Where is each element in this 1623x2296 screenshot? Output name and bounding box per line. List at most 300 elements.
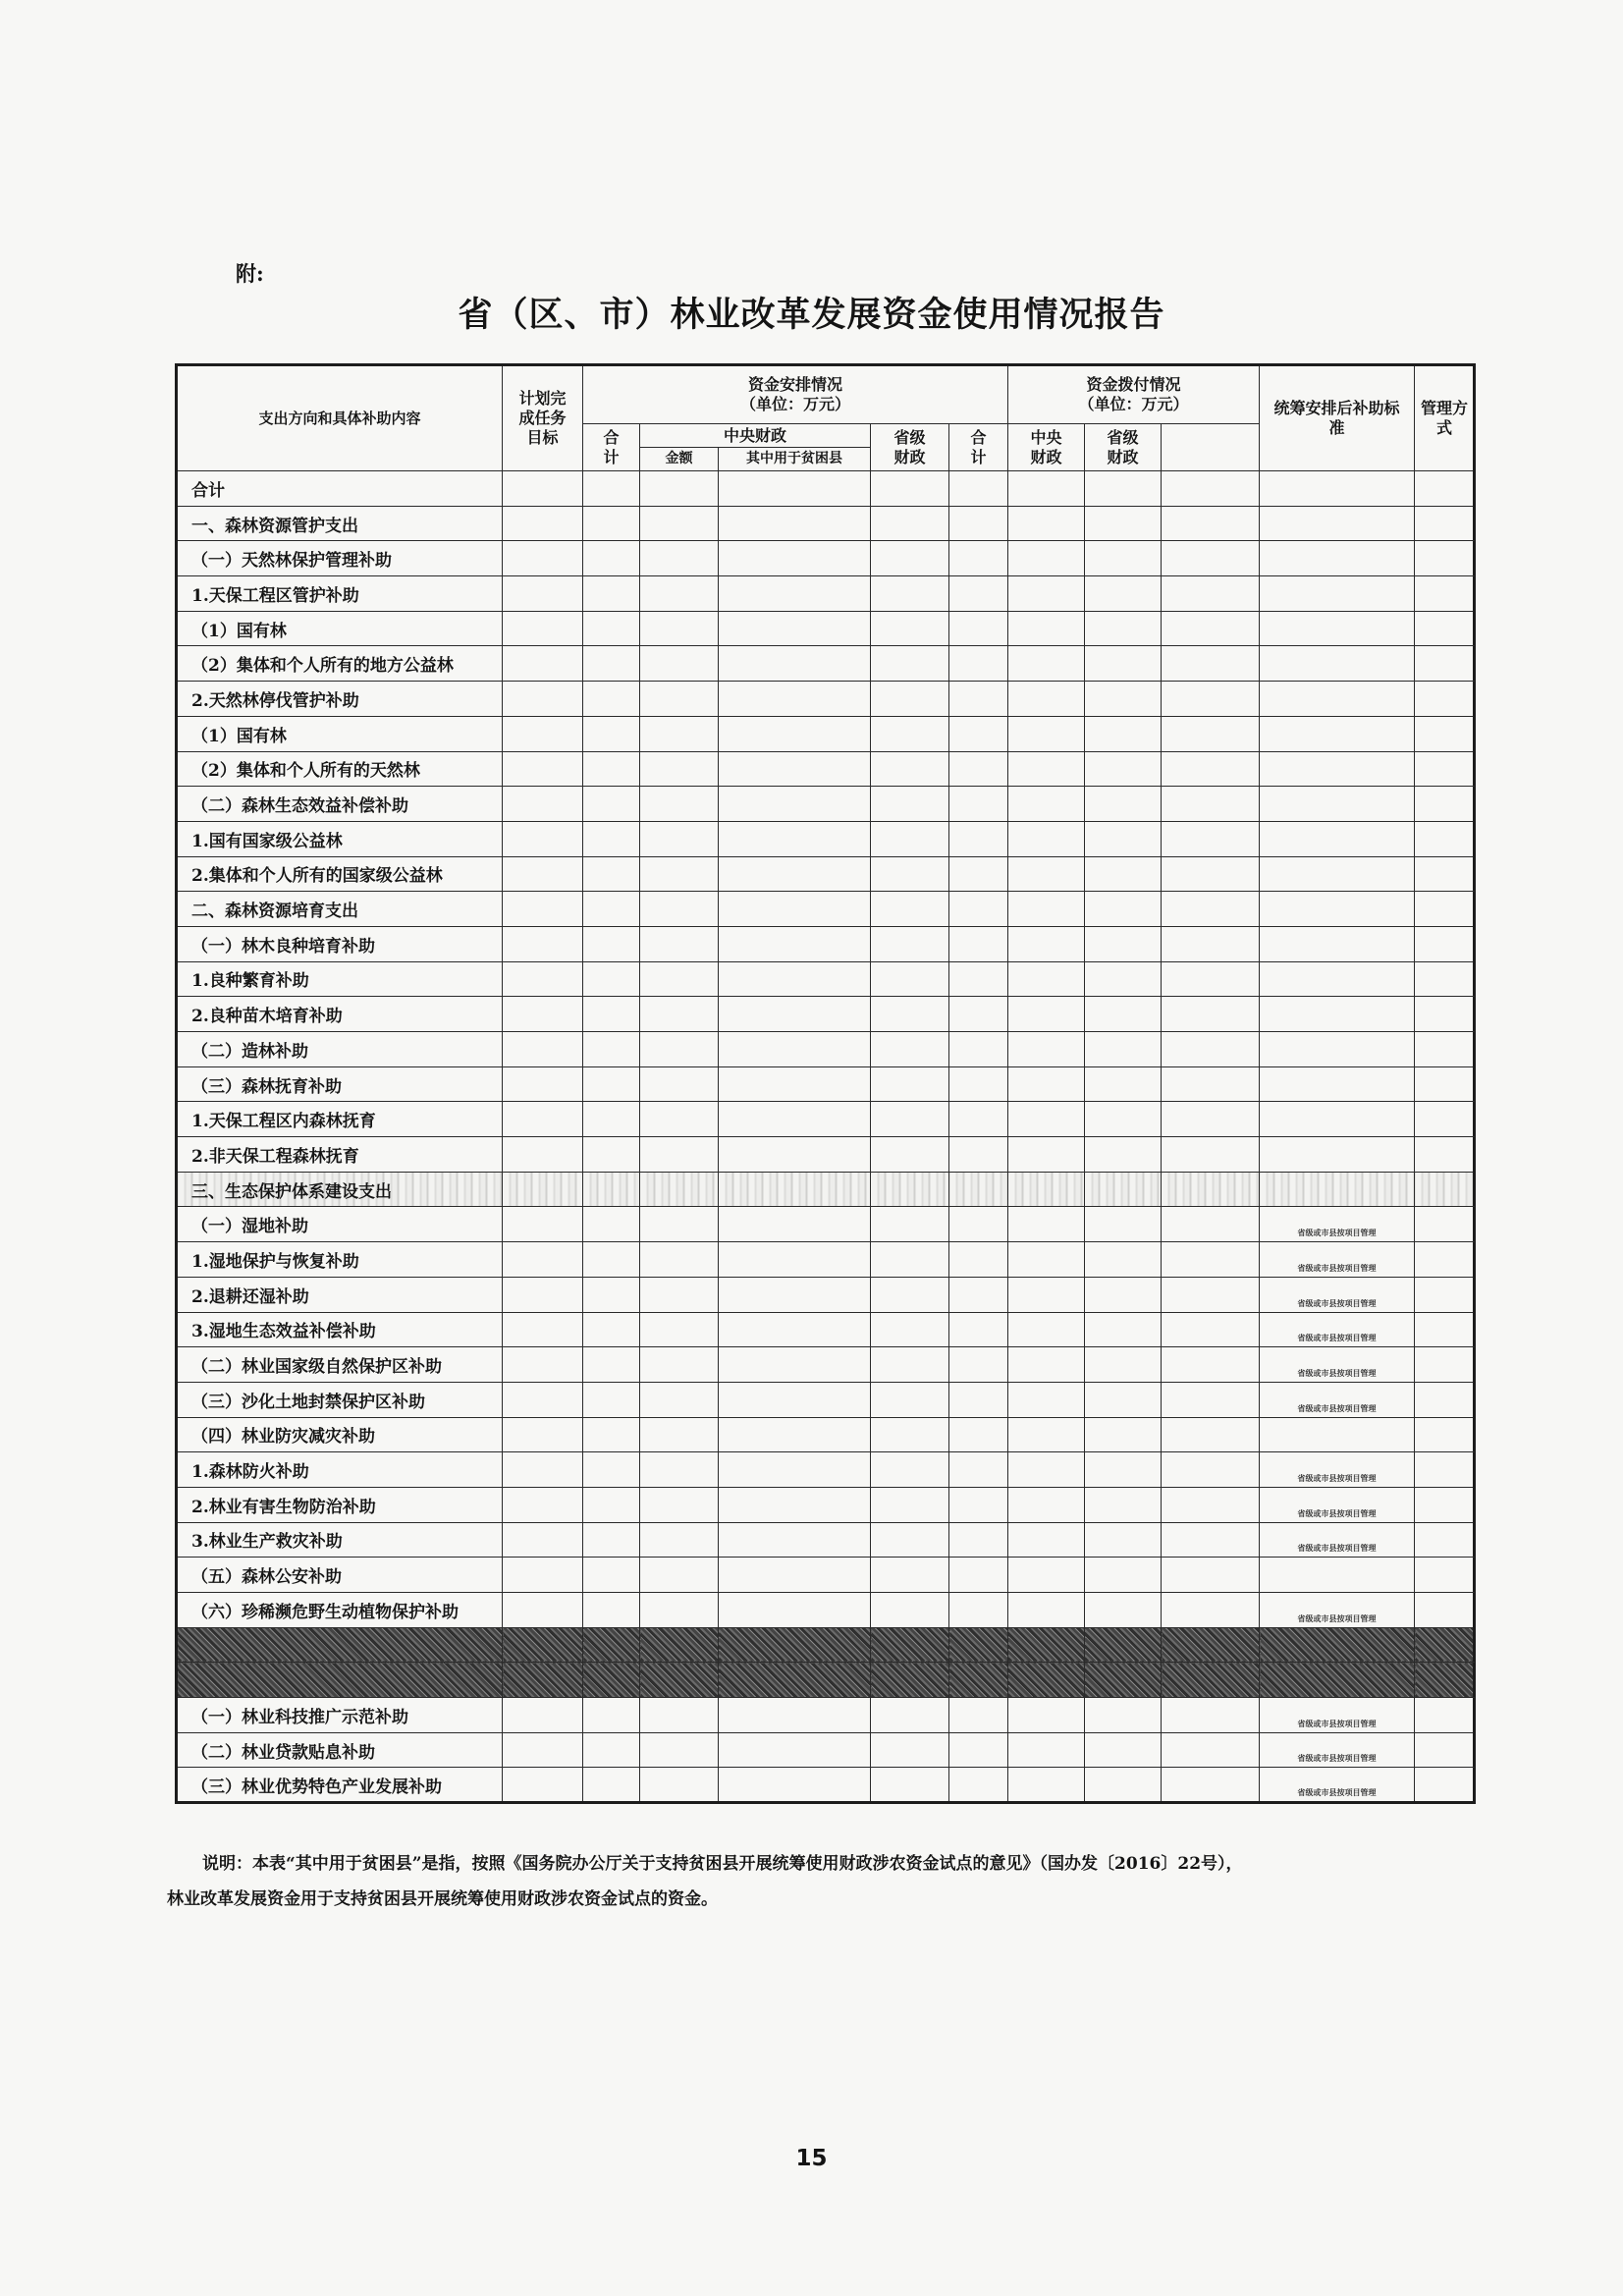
data-cell	[503, 506, 583, 541]
data-cell	[1415, 856, 1475, 892]
table-row	[177, 751, 1475, 787]
data-cell	[640, 1347, 719, 1383]
data-cell	[1085, 1627, 1162, 1663]
data-cell	[583, 1137, 640, 1173]
data-cell	[1415, 997, 1475, 1032]
table-row	[177, 1032, 1475, 1067]
header-arrange-total: 合计	[583, 424, 640, 471]
data-cell	[871, 576, 949, 612]
management-cell: 省级或市县按项目管理	[1260, 1207, 1415, 1242]
table-row	[177, 1698, 1475, 1733]
data-cell	[1085, 1522, 1162, 1558]
management-cell: 省级或市县按项目管理	[1260, 1768, 1415, 1803]
management-cell: 省级或市县按项目管理	[1260, 1242, 1415, 1278]
data-cell	[949, 1627, 1008, 1663]
data-cell	[949, 926, 1008, 961]
table-header	[177, 365, 1475, 471]
data-cell	[719, 787, 871, 822]
data-cell	[503, 1207, 583, 1242]
data-cell	[1162, 646, 1260, 682]
data-cell	[1085, 471, 1162, 507]
data-cell	[871, 1137, 949, 1173]
data-cell	[503, 1172, 583, 1207]
row-label: （六）珍稀濒危野生动植物保护补助	[177, 1593, 503, 1628]
data-cell	[503, 787, 583, 822]
data-cell	[1162, 471, 1260, 507]
data-cell	[503, 1522, 583, 1558]
row-label: （四）林业防灾减灾补助	[177, 1417, 503, 1452]
data-cell	[640, 1593, 719, 1628]
row-label: （三）沙化土地封禁保护区补助	[177, 1382, 503, 1417]
data-cell	[1008, 1242, 1085, 1278]
data-cell	[583, 1417, 640, 1452]
row-label: 1.湿地保护与恢复补助	[177, 1242, 503, 1278]
data-cell	[583, 1277, 640, 1312]
data-cell	[871, 716, 949, 751]
data-cell	[719, 1137, 871, 1173]
table-row	[177, 1732, 1475, 1768]
row-label: （一）林木良种培育补助	[177, 926, 503, 961]
data-cell	[1415, 1522, 1475, 1558]
row-label: 2.非天保工程森林抚育	[177, 1137, 503, 1173]
data-cell	[1162, 506, 1260, 541]
table-row	[177, 1522, 1475, 1558]
data-cell	[1085, 787, 1162, 822]
data-cell	[719, 892, 871, 927]
data-cell	[1085, 1768, 1162, 1803]
data-cell	[949, 787, 1008, 822]
data-cell	[1415, 1452, 1475, 1488]
data-cell	[719, 611, 871, 646]
table-row	[177, 1137, 1475, 1173]
data-cell	[640, 1663, 719, 1698]
data-cell	[1162, 821, 1260, 856]
data-cell	[719, 1382, 871, 1417]
data-cell	[871, 682, 949, 717]
page-number: 15	[795, 2146, 828, 2171]
data-cell	[871, 751, 949, 787]
header-pay-provincial: 省级财政	[1085, 424, 1162, 471]
data-cell	[640, 961, 719, 997]
row-label: 3.湿地生态效益补偿补助	[177, 1312, 503, 1347]
data-cell	[1085, 1417, 1162, 1452]
data-cell	[583, 1102, 640, 1137]
data-cell	[1415, 926, 1475, 961]
data-cell	[1085, 682, 1162, 717]
data-cell	[719, 576, 871, 612]
data-cell	[503, 611, 583, 646]
data-cell	[503, 1312, 583, 1347]
data-cell	[583, 576, 640, 612]
data-cell	[1085, 1066, 1162, 1102]
data-cell	[503, 856, 583, 892]
header-poor-county: 其中用于贫困县	[719, 448, 871, 471]
row-label: （三）森林抚育补助	[177, 1066, 503, 1102]
data-cell	[1162, 716, 1260, 751]
data-cell	[949, 1732, 1008, 1768]
data-cell	[719, 1032, 871, 1067]
data-cell	[871, 1242, 949, 1278]
data-cell	[949, 1558, 1008, 1593]
data-cell	[1008, 682, 1085, 717]
data-cell	[1162, 1487, 1260, 1522]
data-cell	[640, 1172, 719, 1207]
data-cell	[949, 506, 1008, 541]
row-label: （二）森林生态效益补偿补助	[177, 787, 503, 822]
data-cell	[719, 646, 871, 682]
management-cell	[1260, 892, 1415, 927]
row-label: （五）森林公安补助	[177, 1558, 503, 1593]
data-cell	[871, 611, 949, 646]
data-cell	[503, 1102, 583, 1137]
data-cell	[1162, 1417, 1260, 1452]
data-cell	[640, 1732, 719, 1768]
report-title: 省（区、市）林业改革发展资金使用情况报告	[458, 295, 1165, 335]
data-cell	[871, 821, 949, 856]
data-cell	[503, 1558, 583, 1593]
note-line-2: 林业改革发展资金用于支持贫困县开展统筹使用财政涉农资金试点的资金。	[167, 1889, 718, 1909]
data-cell	[719, 821, 871, 856]
management-cell	[1260, 926, 1415, 961]
table-row	[177, 997, 1475, 1032]
note	[167, 1846, 1483, 1917]
data-cell	[1415, 1593, 1475, 1628]
management-cell: 省级或市县按项目管理	[1260, 1522, 1415, 1558]
data-cell	[1415, 646, 1475, 682]
row-label: （2）集体和个人所有的天然林	[177, 751, 503, 787]
data-cell	[640, 611, 719, 646]
row-label: （1）国有林	[177, 716, 503, 751]
data-cell	[640, 1627, 719, 1663]
data-cell	[1085, 926, 1162, 961]
data-cell	[640, 1242, 719, 1278]
data-cell	[1008, 1593, 1085, 1628]
attachment-label: 附:	[236, 261, 264, 286]
data-cell	[640, 1417, 719, 1452]
data-cell	[871, 1663, 949, 1698]
data-cell	[503, 1066, 583, 1102]
data-cell	[1162, 892, 1260, 927]
data-cell	[1415, 1663, 1475, 1698]
data-cell	[949, 1522, 1008, 1558]
data-cell	[640, 1698, 719, 1733]
data-cell	[719, 1347, 871, 1383]
data-cell	[640, 646, 719, 682]
data-cell	[503, 1663, 583, 1698]
management-cell	[1260, 682, 1415, 717]
management-cell	[1260, 856, 1415, 892]
data-cell	[503, 1768, 583, 1803]
data-cell	[1162, 1452, 1260, 1488]
data-cell	[640, 1382, 719, 1417]
data-cell	[719, 1102, 871, 1137]
data-cell	[1085, 1487, 1162, 1522]
data-cell	[871, 646, 949, 682]
data-cell	[949, 576, 1008, 612]
data-cell	[1415, 1242, 1475, 1278]
data-cell	[1008, 1172, 1085, 1207]
data-cell	[583, 1032, 640, 1067]
data-cell	[583, 611, 640, 646]
data-cell	[1162, 1522, 1260, 1558]
data-cell	[949, 1382, 1008, 1417]
data-cell	[719, 997, 871, 1032]
data-cell	[1415, 892, 1475, 927]
data-cell	[583, 1593, 640, 1628]
header-central-finance: 中央财政	[640, 424, 871, 448]
data-cell	[871, 892, 949, 927]
row-label: 1.国有国家级公益林	[177, 821, 503, 856]
data-cell	[1162, 787, 1260, 822]
data-cell	[871, 1032, 949, 1067]
table-row	[177, 1277, 1475, 1312]
data-cell	[1085, 541, 1162, 576]
data-cell	[719, 1627, 871, 1663]
data-cell	[640, 1207, 719, 1242]
management-cell	[1260, 576, 1415, 612]
management-cell	[1260, 787, 1415, 822]
data-cell	[1415, 1207, 1475, 1242]
data-cell	[583, 646, 640, 682]
data-cell	[871, 1487, 949, 1522]
data-cell	[719, 506, 871, 541]
data-cell	[583, 1066, 640, 1102]
data-cell	[1085, 1172, 1162, 1207]
management-cell	[1260, 646, 1415, 682]
data-cell	[871, 1452, 949, 1488]
table-row	[177, 1663, 1475, 1698]
data-cell	[1162, 1172, 1260, 1207]
data-cell	[949, 1242, 1008, 1278]
data-cell	[640, 471, 719, 507]
data-cell	[1008, 961, 1085, 997]
data-cell	[1085, 856, 1162, 892]
data-cell	[871, 1522, 949, 1558]
data-cell	[1085, 1102, 1162, 1137]
data-cell	[719, 1663, 871, 1698]
data-cell	[719, 1066, 871, 1102]
data-cell	[1162, 1558, 1260, 1593]
data-cell	[1085, 892, 1162, 927]
data-cell	[949, 682, 1008, 717]
data-cell	[1415, 821, 1475, 856]
row-label: （一）湿地补助	[177, 1207, 503, 1242]
data-cell	[949, 997, 1008, 1032]
data-cell	[1415, 1768, 1475, 1803]
data-cell	[949, 1417, 1008, 1452]
data-cell	[719, 1207, 871, 1242]
data-cell	[1415, 1277, 1475, 1312]
data-cell	[871, 997, 949, 1032]
row-label: （2）集体和个人所有的地方公益林	[177, 646, 503, 682]
data-cell	[503, 576, 583, 612]
data-cell	[949, 611, 1008, 646]
data-cell	[1415, 716, 1475, 751]
data-cell	[1415, 682, 1475, 717]
data-cell	[583, 1732, 640, 1768]
row-label: （二）造林补助	[177, 1032, 503, 1067]
data-cell	[1008, 506, 1085, 541]
data-cell	[871, 1768, 949, 1803]
data-cell	[640, 682, 719, 717]
table-row	[177, 646, 1475, 682]
management-cell	[1260, 1032, 1415, 1067]
data-cell	[719, 1452, 871, 1488]
management-cell	[1260, 1558, 1415, 1593]
data-cell	[1415, 751, 1475, 787]
data-cell	[1162, 1207, 1260, 1242]
data-cell	[1008, 1066, 1085, 1102]
row-label: 2.天然林停伐管护补助	[177, 682, 503, 717]
data-cell	[1008, 646, 1085, 682]
data-cell	[503, 471, 583, 507]
data-cell	[1415, 1558, 1475, 1593]
row-label: （三）林业优势特色产业发展补助	[177, 1768, 503, 1803]
row-label: （1）国有林	[177, 611, 503, 646]
data-cell	[949, 856, 1008, 892]
table-row	[177, 1382, 1475, 1417]
data-cell	[1085, 1698, 1162, 1733]
table-body	[177, 471, 1475, 1803]
data-cell	[871, 1627, 949, 1663]
management-cell	[1260, 751, 1415, 787]
data-cell	[1085, 821, 1162, 856]
data-cell	[871, 1102, 949, 1137]
data-cell	[719, 1487, 871, 1522]
data-cell	[1008, 1417, 1085, 1452]
data-cell	[640, 1768, 719, 1803]
row-label: （一）林业科技推广示范补助	[177, 1698, 503, 1733]
data-cell	[949, 1172, 1008, 1207]
data-cell	[640, 751, 719, 787]
data-cell	[1085, 1312, 1162, 1347]
data-cell	[503, 646, 583, 682]
management-cell	[1260, 997, 1415, 1032]
management-cell	[1260, 1066, 1415, 1102]
data-cell	[871, 1417, 949, 1452]
data-cell	[583, 1768, 640, 1803]
data-cell	[640, 716, 719, 751]
header-amount: 金额	[640, 448, 719, 471]
data-cell	[1008, 821, 1085, 856]
data-cell	[503, 1732, 583, 1768]
data-cell	[583, 1347, 640, 1383]
data-cell	[1415, 1347, 1475, 1383]
table-row	[177, 611, 1475, 646]
data-cell	[640, 926, 719, 961]
data-cell	[949, 1768, 1008, 1803]
table-row	[177, 576, 1475, 612]
data-cell	[1162, 541, 1260, 576]
data-cell	[949, 1102, 1008, 1137]
header-fund-arrangement: 资金安排情况 （单位：万元）	[583, 365, 1008, 424]
data-cell	[503, 1347, 583, 1383]
data-cell	[583, 821, 640, 856]
data-cell	[640, 892, 719, 927]
data-cell	[1085, 1347, 1162, 1383]
data-cell	[949, 716, 1008, 751]
table-row	[177, 926, 1475, 961]
data-cell	[1008, 1487, 1085, 1522]
data-cell	[503, 1452, 583, 1488]
row-label: 一、森林资源管护支出	[177, 506, 503, 541]
table-row	[177, 1102, 1475, 1137]
data-cell	[1008, 576, 1085, 612]
data-cell	[1415, 1102, 1475, 1137]
data-cell	[1008, 541, 1085, 576]
data-cell	[583, 716, 640, 751]
data-cell	[1008, 892, 1085, 927]
row-label: 三、生态保护体系建设支出	[177, 1172, 503, 1207]
data-cell	[1085, 611, 1162, 646]
data-cell	[1415, 1032, 1475, 1067]
data-cell	[1008, 1102, 1085, 1137]
data-cell	[1085, 1277, 1162, 1312]
data-cell	[583, 787, 640, 822]
row-label: 合计	[177, 471, 503, 507]
data-cell	[871, 1277, 949, 1312]
data-cell	[1008, 1698, 1085, 1733]
data-cell	[719, 926, 871, 961]
data-cell	[1162, 1242, 1260, 1278]
data-cell	[949, 1032, 1008, 1067]
data-cell	[1162, 856, 1260, 892]
data-cell	[871, 787, 949, 822]
data-cell	[719, 1732, 871, 1768]
data-cell	[503, 716, 583, 751]
table-row	[177, 1207, 1475, 1242]
data-cell	[640, 1312, 719, 1347]
data-cell	[1162, 1698, 1260, 1733]
data-cell	[1415, 1627, 1475, 1663]
management-cell: 省级或市县按项目管理	[1260, 1312, 1415, 1347]
data-cell	[640, 997, 719, 1032]
table-row	[177, 856, 1475, 892]
data-cell	[503, 1627, 583, 1663]
table-row	[177, 1593, 1475, 1628]
management-cell	[1260, 1627, 1415, 1663]
data-cell	[503, 541, 583, 576]
data-cell	[949, 1137, 1008, 1173]
data-cell	[1415, 506, 1475, 541]
table-row	[177, 1768, 1475, 1803]
data-cell	[871, 1207, 949, 1242]
data-cell	[1008, 1663, 1085, 1698]
data-cell	[949, 1663, 1008, 1698]
data-cell	[949, 1487, 1008, 1522]
data-cell	[719, 856, 871, 892]
data-cell	[1008, 1347, 1085, 1383]
row-label: 2.良种苗木培育补助	[177, 997, 503, 1032]
data-cell	[1008, 471, 1085, 507]
data-cell	[719, 541, 871, 576]
management-cell	[1260, 541, 1415, 576]
data-cell	[1085, 506, 1162, 541]
data-cell	[719, 1242, 871, 1278]
data-cell	[503, 1593, 583, 1628]
data-cell	[1085, 1593, 1162, 1628]
data-cell	[1085, 1032, 1162, 1067]
data-cell	[583, 1382, 640, 1417]
data-cell	[719, 961, 871, 997]
data-cell	[1008, 1452, 1085, 1488]
data-cell	[871, 1312, 949, 1347]
data-cell	[1008, 926, 1085, 961]
data-cell	[1085, 751, 1162, 787]
data-cell	[503, 1487, 583, 1522]
data-cell	[583, 1172, 640, 1207]
data-cell	[503, 997, 583, 1032]
